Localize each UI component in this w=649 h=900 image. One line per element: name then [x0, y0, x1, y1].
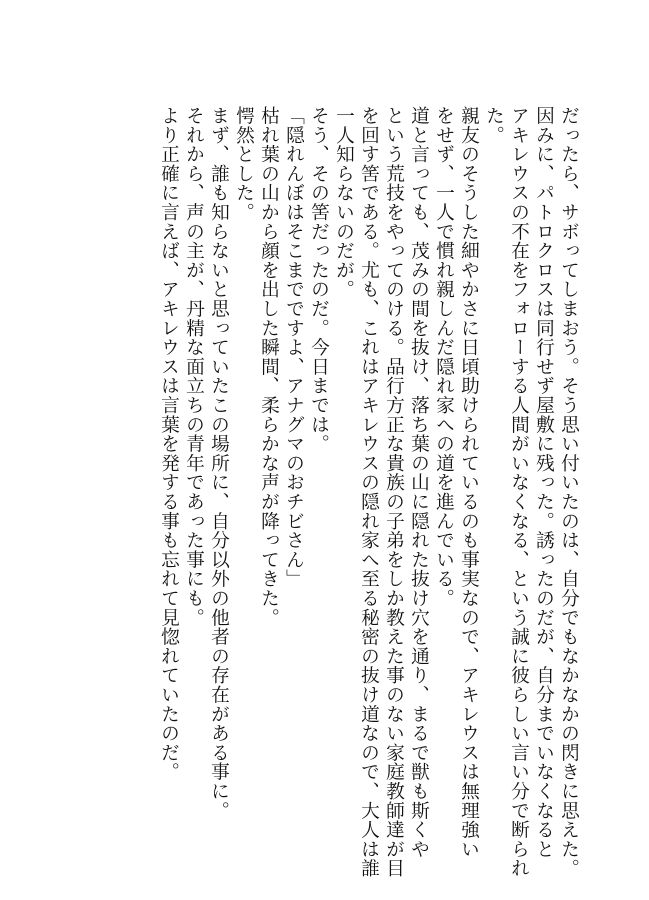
text-line: 「隠れんぼはそこまでですよ、アナグマのおチビさん」: [283, 106, 304, 589]
text-line: をせず、一人で慣れ親しんだ隠れ家への道を進んでいる。: [433, 106, 454, 608]
text-line: そう、その筈だったのだ。今日までは。: [308, 106, 329, 454]
text-line: という荒技をやってのける。品行方正な貴族の子弟をしか教えた事のない家庭教師達が目: [383, 106, 404, 878]
text-line: を回す筈である。尤も、これはアキレウスの隠れ家へ至る秘密の抜け道なので、大人は誰: [358, 106, 379, 878]
text-line: た。: [483, 106, 504, 145]
text-line: だったら、サボってしまおう。そう思い付いたのは、自分でもなかなかの閃きに思えた。: [558, 106, 579, 878]
text-line: 愕然とした。: [233, 106, 254, 222]
text-line: 因みに、パトロクロスは同行せず屋敷に残った。誘ったのだが、自分までいなくなると: [533, 106, 554, 859]
text-line: まず、誰も知らないと思っていたこの場所に、自分以外の他者の存在がある事に。: [208, 106, 229, 821]
text-line: 一人知らないのだが。: [333, 106, 354, 299]
text-line: アキレウスの不在をフォローする人間がいなくなる、という誠に彼らしい言い分で断られ: [508, 106, 529, 878]
text-line: 親友のそうした細やかさに日頃助けられているのも事実なので、アキレウスは無理強い: [458, 106, 479, 859]
vertical-text-body: [156, 106, 581, 878]
text-line: それから、声の主が、丹精な面立ちの青年であった事にも。: [183, 106, 204, 628]
text-line: より正確に言えば、アキレウスは言葉を発する事も忘れて見惚れていたのだ。: [158, 106, 179, 782]
text-line: 枯れ葉の山から顔を出した瞬間、柔らかな声が降ってきた。: [258, 106, 279, 628]
text-line: 道と言っても、茂みの間を抜け、落ち葉の山に隠れた抜け穴を通り、まるで獣も斯くや: [408, 106, 429, 859]
